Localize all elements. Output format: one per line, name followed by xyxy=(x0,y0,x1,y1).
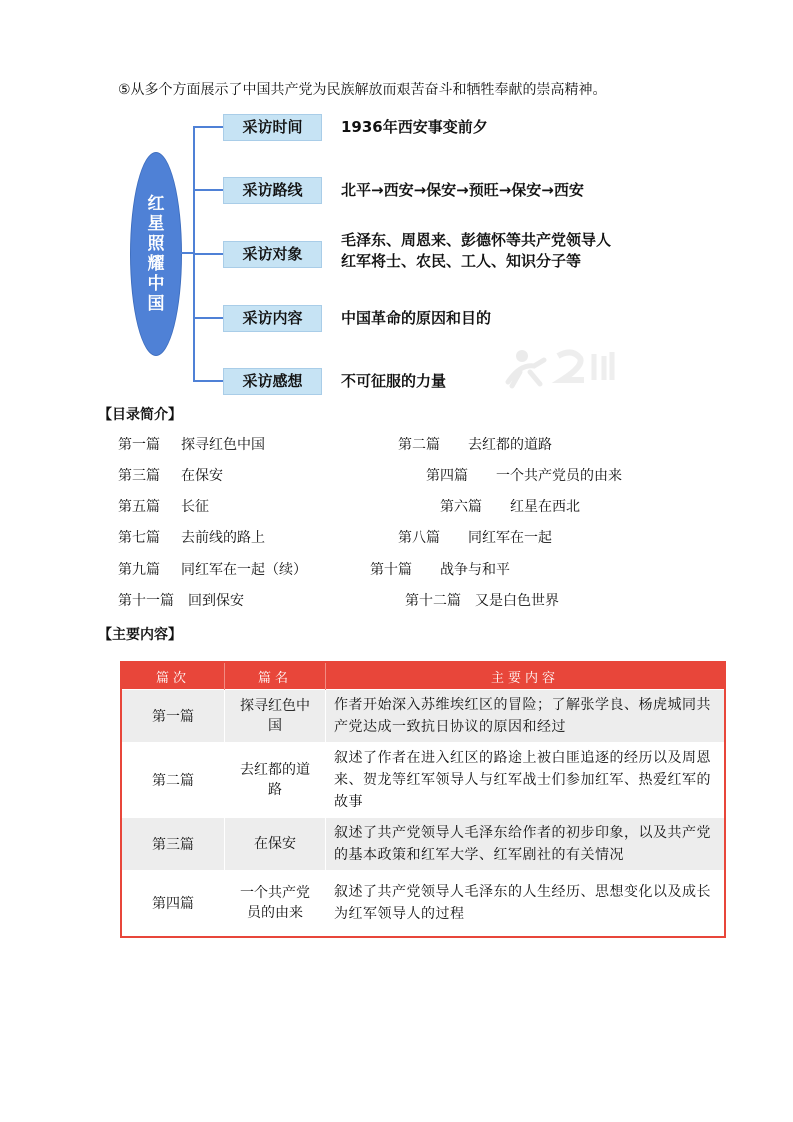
branch-desc-impression: 不可征服的力量 xyxy=(341,372,447,390)
chapter-number: 第六篇 xyxy=(440,499,482,515)
summary-cell: 叙述了共产党领导人毛泽东给作者的初步印象，以及共产党的基本政策和红军大学、红军剧社的有关情况 xyxy=(326,818,726,871)
table-header-cell: 篇次 xyxy=(121,662,225,690)
chapter-item xyxy=(440,498,580,516)
connector-line xyxy=(180,252,193,254)
branch-tag-content: 采访内容 xyxy=(223,305,322,332)
chapter-cell: 第二篇 xyxy=(121,743,225,818)
summary-cell: 作者开始深入苏维埃红区的冒险；了解张学良、杨虎城同共产党达成一致抗日协议的原因和经过 xyxy=(326,690,726,743)
chapter-item xyxy=(370,561,510,579)
summary-cell: 叙述了共产党领导人毛泽东的人生经历、思想变化以及成长为红军领导人的过程 xyxy=(326,871,726,937)
table-row xyxy=(121,690,725,743)
chapter-number: 第十二篇 xyxy=(405,593,461,609)
summary-cell: 叙述了作者在进入红区的路途上被白匪追逐的经历以及周恩来、贺龙等红军领导人与红军战士们参加红军、热爱红军的故事 xyxy=(326,743,726,818)
chapter-number: 第七篇 xyxy=(118,530,160,546)
chapter-number: 第五篇 xyxy=(118,499,160,515)
chapter-number: 第八篇 xyxy=(398,530,440,546)
content-title: 【主要内容】 xyxy=(98,627,182,643)
chapter-item xyxy=(118,498,209,516)
branch-line xyxy=(193,380,223,382)
chapter-cell: 第三篇 xyxy=(121,818,225,871)
chapter-title: 长征 xyxy=(181,499,209,515)
chapter-item xyxy=(398,529,552,547)
chapter-number: 第十一篇 xyxy=(118,593,174,609)
chapter-number: 第二篇 xyxy=(398,437,440,453)
chapter-title: 同红军在一起（续） xyxy=(181,562,307,578)
branch-line xyxy=(193,189,223,191)
mind-map-center-label: 红星照耀中国 xyxy=(147,194,165,314)
chapter-item xyxy=(118,467,223,485)
chapter-title: 又是白色世界 xyxy=(475,593,559,609)
chapter-item xyxy=(118,529,265,547)
chapter-number: 第一篇 xyxy=(118,437,160,453)
table-header-cell: 主要内容 xyxy=(326,662,726,690)
catalog-title: 【目录简介】 xyxy=(98,407,182,423)
chapter-item xyxy=(118,436,265,454)
branch-desc-subjects xyxy=(341,230,611,272)
table-row xyxy=(121,871,725,937)
chapter-item xyxy=(398,436,552,454)
name-cell: 去红都的道路 xyxy=(225,743,326,818)
chapter-title: 在保安 xyxy=(181,468,223,484)
branch-desc-content: 中国革命的原因和目的 xyxy=(341,309,492,327)
chapter-cell: 第四篇 xyxy=(121,871,225,937)
chapter-item xyxy=(118,592,244,610)
chapter-number: 第四篇 xyxy=(426,468,468,484)
chapter-title: 回到保安 xyxy=(188,593,244,609)
intro-text: ⑤从多个方面展示了中国共产党为民族解放而艰苦奋斗和牺牲奉献的崇高精神。 xyxy=(118,82,607,98)
table-row xyxy=(121,743,725,818)
branch-desc-time: 1936年西安事变前夕 xyxy=(341,118,488,136)
table-row xyxy=(121,818,725,871)
chapter-title: 同红军在一起 xyxy=(468,530,552,546)
chapter-number: 第十篇 xyxy=(370,562,412,578)
chapter-title: 红星在西北 xyxy=(510,499,580,515)
chapter-title: 去前线的路上 xyxy=(181,530,265,546)
chapter-number: 第三篇 xyxy=(118,468,160,484)
branch-desc-line: 毛泽东、周恩来、彭德怀等共产党领导人 xyxy=(341,231,612,249)
chapter-title: 战争与和平 xyxy=(440,562,510,578)
chapter-title: 探寻红色中国 xyxy=(181,437,265,453)
branch-tag-time: 采访时间 xyxy=(223,114,322,141)
mind-map-center xyxy=(130,152,182,356)
branch-line xyxy=(193,317,223,319)
chapter-item xyxy=(118,561,307,579)
name-cell: 在保安 xyxy=(225,818,326,871)
branch-line xyxy=(193,126,223,128)
branch-tag-impression: 采访感想 xyxy=(223,368,322,395)
chapter-item xyxy=(426,467,622,485)
branch-line xyxy=(193,253,223,255)
name-cell: 探寻红色中国 xyxy=(225,690,326,743)
watermark-logo xyxy=(500,342,630,392)
branch-tag-route: 采访路线 xyxy=(223,177,322,204)
content-table xyxy=(120,661,726,938)
chapter-title: 去红都的道路 xyxy=(468,437,552,453)
branch-desc-line: 红军将士、农民、工人、知识分子等 xyxy=(341,252,582,270)
chapter-cell: 第一篇 xyxy=(121,690,225,743)
chapter-item xyxy=(405,592,559,610)
branch-tag-subjects: 采访对象 xyxy=(223,241,322,268)
name-cell: 一个共产党员的由来 xyxy=(225,871,326,937)
chapter-title: 一个共产党员的由来 xyxy=(496,468,622,484)
table-header-cell: 篇名 xyxy=(225,662,326,690)
chapter-number: 第九篇 xyxy=(118,562,160,578)
branch-desc-route: 北平→西安→保安→预旺→保安→西安 xyxy=(341,181,584,199)
table-header-row xyxy=(121,662,725,690)
